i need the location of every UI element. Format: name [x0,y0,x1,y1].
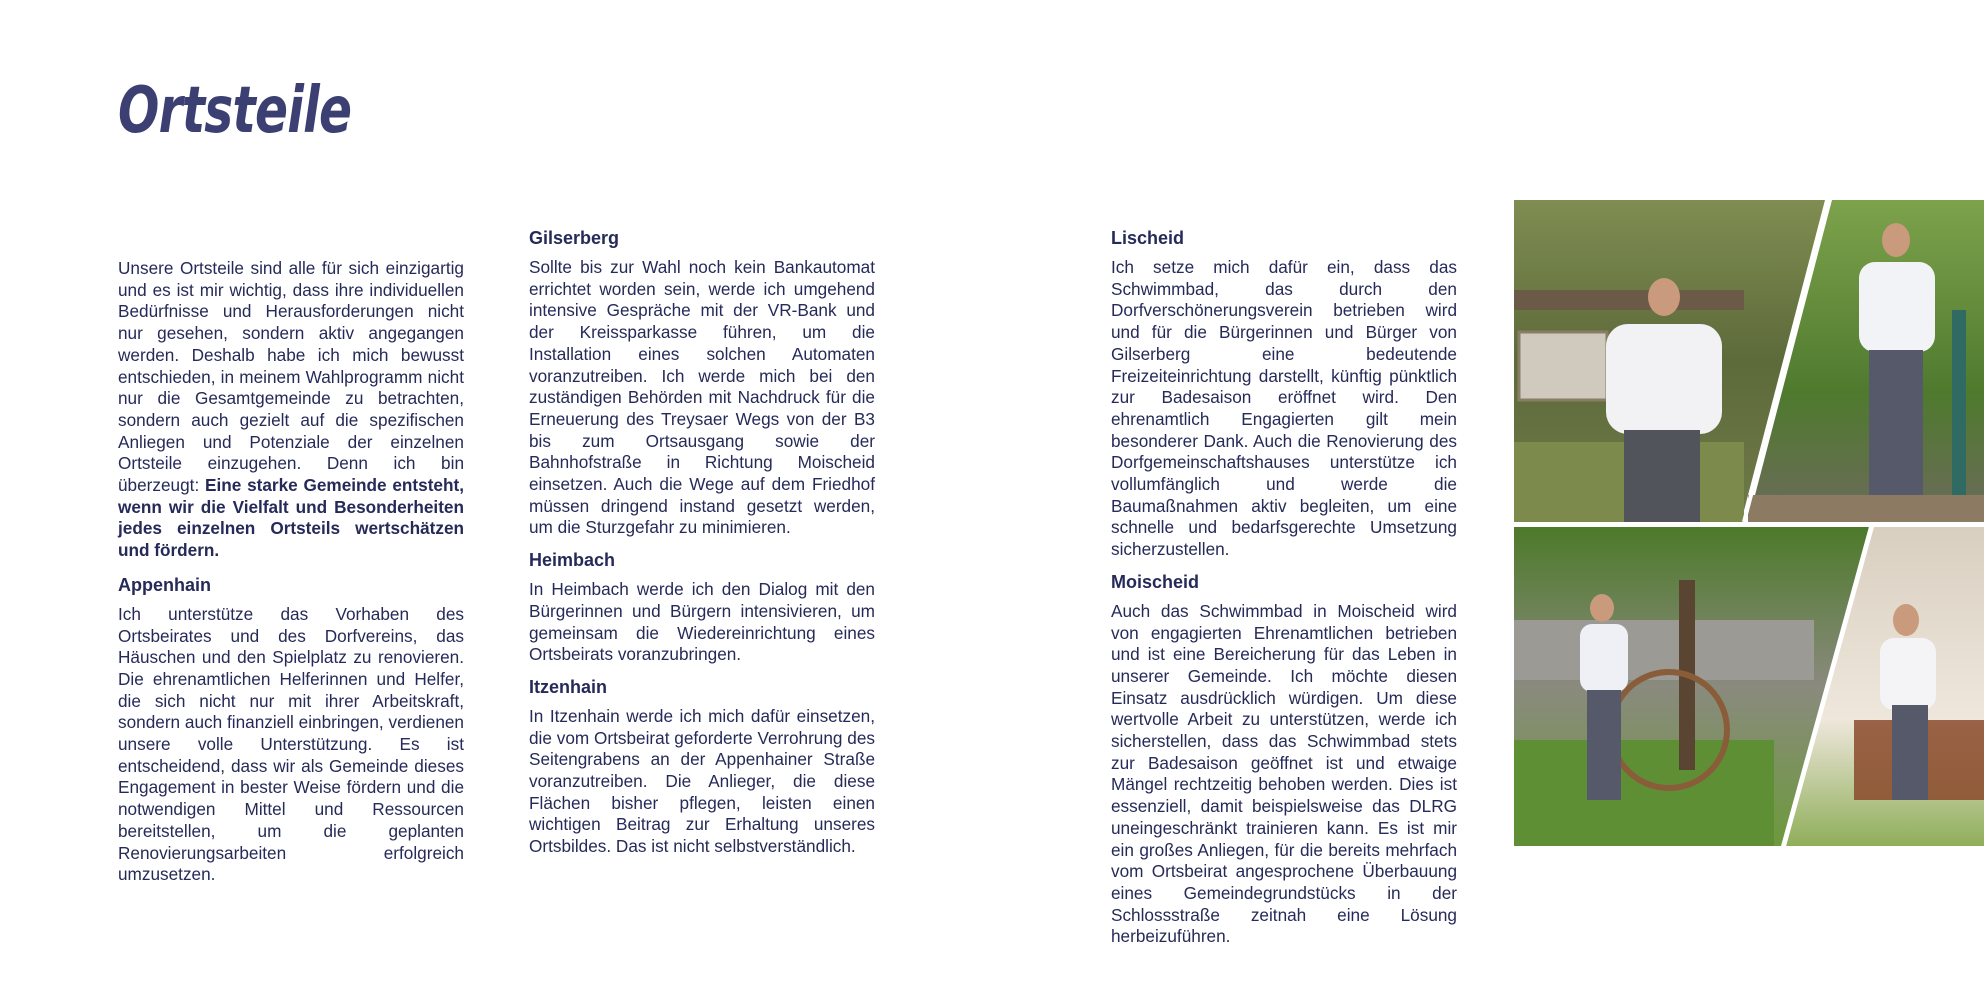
intro-text: Unsere Ortsteile sind alle für sich einzigartig und es ist mir wichtig, dass ihre individuellen Bedürfnisse und Herausforderungen nicht nur gesehen, sondern aktiv angegangen werden. Deshalb habe ich mich bewusst entschieden, in meinem Wahlprogramm nicht nur die Gesamtgemeinde zu betrachten, sondern auch gezielt auf die spezifischen Anliegen und Potenziale der einzelnen Ortsteile einzugehen. Denn ich bin überzeugt: [118,258,464,496]
text-lischeid: Ich setze mich dafür ein, dass das Schwimmbad, das durch den Dorfverschönerungsverein betrieben wird und für die Bürgerinnen und Bürger von Gilserberg eine bedeutende Freizeiteinrichtung darstellt, künftig pünktlich zur Badesaison eröffnet wird. Den ehrenamtlich Engagierten gilt mein besonderer Dank. Auch die Renovierung des Dorfgemeinschaftshauses unterstütze ich vollumfänglich und werde die Baumaßnahmen aktiv begleiten, um eine schnelle und bedarfsgerechte Umsetzung sicherzustellen. [1111,257,1457,560]
person-trousers [1869,350,1923,495]
text-appenhain: Ich unterstütze das Vorhaben des Ortsbeirates und des Dorfvereins, das Häuschen und den Spielplatz zu renovieren. Die ehrenamtlichen Helferinnen und Helfer, die sich nicht nur mit ihrer Arbeitskraft, sondern auch finanziell einbringen, verdienen unsere volle Unterstützung. Es ist entscheidend, dass wir als Gemeinde dieses Engagement in bester Weise fördern und die notwendigen Mittel und Ressourcen bereitstellen, um die geplanten Renovierungsarbeiten erfolgreich umzusetzen. [118,603,464,885]
person-head [1590,594,1614,622]
text-heimbach: In Heimbach werde ich den Dialog mit den Bürgerinnen und Bürgern intensivieren, um gemeinsam die Wiedereinrichtung eines Ortsbeirats voranzubringen. [529,579,875,665]
person-head [1882,223,1910,257]
person-trousers [1587,690,1621,800]
heading-appenhain: Appenhain [118,574,211,595]
intro-paragraph [118,258,464,562]
person-trousers [1624,430,1700,522]
water-pump [1952,310,1966,495]
person-trousers [1892,705,1928,800]
person-shirt [1859,262,1935,352]
divider-horizontal [1514,522,1984,527]
person-shirt [1880,638,1936,710]
text-itzenhain: In Itzenhain werde ich mich dafür einsetzen, die vom Ortsbeirat geforderte Verrohrung des Seitengrabens an der Appenhainer Straße voranzutreiben. Die Anlieger, die diese Flächen bisher pflegen, leisten einen wichtigen Beitrag zur Erhaltung unseres Ortsbildes. Das ist nicht selbstverständlich. [529,705,875,857]
column-right [1111,227,1457,958]
deck [1748,495,1984,522]
person-shirt [1580,624,1628,692]
intro-emphasis: Eine starke Gemeinde entsteht, wenn wir die Vielfalt und Besonderheiten jedes einzelnen Ortsteils wertschätzen und fördern. [118,475,464,561]
heading-itzenhain: Itzenhain [529,676,608,697]
person-head [1648,278,1680,316]
column-intro [118,258,464,894]
photo-collage-graphic [1514,200,1984,846]
heading-lischeid: Lischeid [1111,228,1185,248]
column-middle [529,227,875,868]
person-head [1893,604,1919,636]
text-gilserberg: Sollte bis zur Wahl noch kein Bankautomat errichtet worden sein, werde ich umgehend intensive Gespräche mit der VR-Bank und der Kreissparkasse führen, um die Installation eines solchen Automaten voranzutreiben. Ich werde mich bei den zuständigen Behörden mit Nachdruck für die Erneuerung des Treysaer Wegs von der B3 bis zum Ortsausgang sowie der Bahnhofstraße in Richtung Moischeid einsetzen. Auch die Wege auf dem Friedhof müssen dringend instand gesetzt werden, um die Sturzgefahr zu minimieren. [529,257,875,538]
grass-bottom-left [1514,740,1774,846]
heading-moischeid: Moischeid [1111,571,1200,592]
page-title: Ortsteile [118,74,352,148]
text-moischeid: Auch das Schwimmbad in Moischeid wird von engagierten Ehrenamtlichen betrieben und ist eine Bereicherung für das Leben in unserer Gemeinde. Ich möchte diesen Einsatz ausdrücklich würdigen. Um diese wertvolle Arbeit zu unterstützen, werde ich sicherstellen, dass das Schwimmbad stets zur Badesaison geöffnet ist und etwaige Mängel rechtzeitig behoben werden. Dies ist essenziell, damit beispielsweise das DLRG uneingeschränkt trainieren kann. Es ist mir ein großes Anliegen, für die bereits mehrfach vom Ortsbeirat angesprochene Überbauung eines Gemeindegrundstücks in der Schlossstraße zeitnah eine Lösung herbeizuführen. [1111,600,1457,947]
fence-rail [1514,290,1744,310]
heading-gilserberg: Gilserberg [529,228,620,248]
photo-collage [1514,200,1984,846]
person-shirt [1606,324,1722,434]
heading-heimbach: Heimbach [529,550,616,571]
info-board [1519,332,1607,400]
